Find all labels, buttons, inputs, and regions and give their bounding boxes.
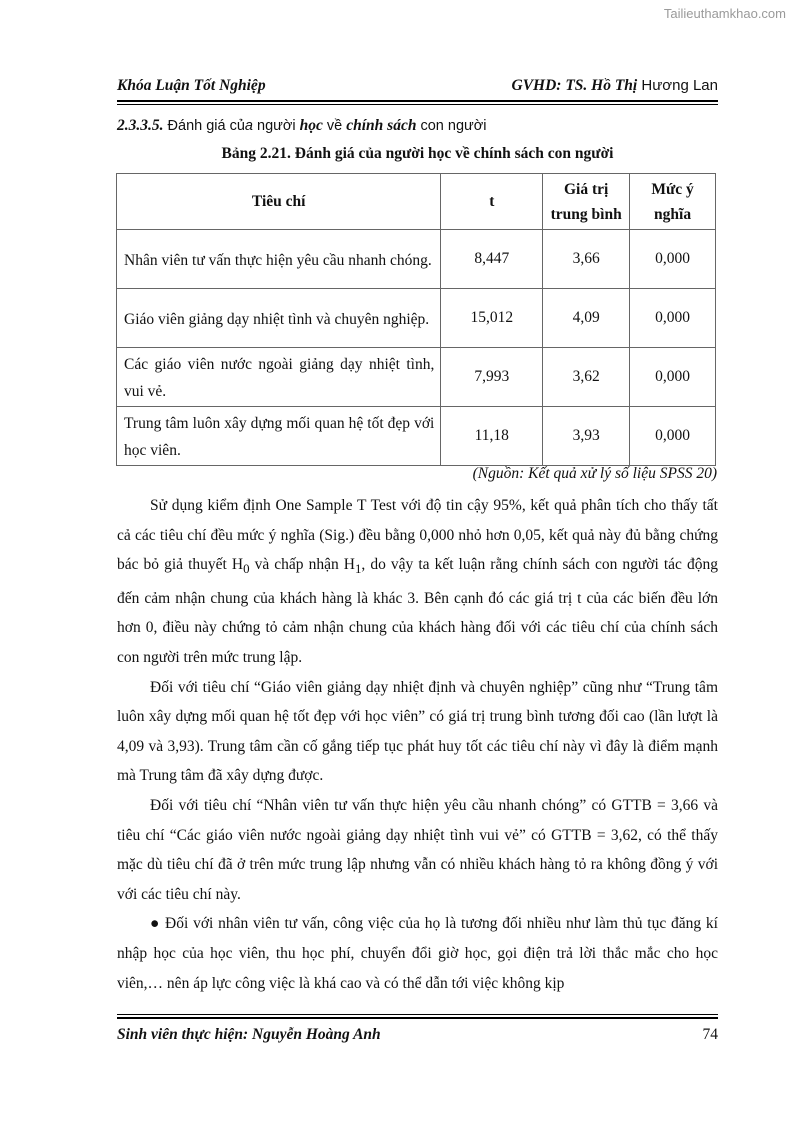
paragraph: Đối với tiêu chí “Giáo viên giảng dạy nhiệt định và chuyên nghiệp” cũng như “Trung tâm luôn xây dựng mối quan hệ tốt đẹp với học viên” có giá trị trung bình tương đối cao (lần lượt là 4,09 và 3,93). Trung tâm cần cố gắng tiếp tục phát huy tốt các tiêu chí này vì đây là điểm mạnh mà Trung tâm đã xây dựng được.: [117, 678, 718, 785]
cell-criteria: Giáo viên giảng dạy nhiệt tình và chuyên nghiệp.: [117, 289, 441, 348]
page-header: [117, 77, 718, 99]
paragraph-text: , do vậy ta kết luận rằng chính sách con người tác động đến cảm nhận chung của khách hàng là khác 3. Bên cạnh đó các giá trị t của các biến đều lớn hơn 0, điều này chứng tỏ cảm nhận chung của khách hàng đối với các tiêu chí của chính sách con người trên mức trung lập.: [117, 556, 718, 667]
cell-t: 8,447: [441, 230, 543, 289]
cell-criteria: Nhân viên tư vấn thực hiện yêu cầu nhanh chóng.: [117, 230, 441, 289]
table-source: (Nguồn: Kết quả xử lý số liệu SPSS 20): [472, 465, 717, 482]
table-row: [117, 348, 716, 407]
section-title-part: Đánh giá củ: [163, 118, 245, 134]
subscript: 0: [243, 561, 250, 577]
section-title-part: a: [244, 118, 253, 134]
paragraph-text: Sử dụng kiểm định One Sample T Test với độ tin cậy 95%, kết quả phân tích cho thấy tất cả các tiêu chí đều mức ý nghĩa (Sig.) đều bằng 0,000 nhỏ hơn 0,05, kết quả này đủ bằng chứng bác bỏ giả thuyết H: [117, 497, 718, 574]
header-advisor: [512, 77, 719, 95]
header-mean: [543, 174, 630, 230]
header-significance: [630, 174, 716, 230]
cell-criteria: Các giáo viên nước ngoài giảng dạy nhiệt tình, vui vẻ.: [117, 348, 441, 407]
footer-rule-thick: [117, 1017, 718, 1019]
header-thesis-title: Khóa Luận Tốt Nghiệp: [117, 77, 266, 94]
paragraph: ● Đối với nhân viên tư vấn, công việc của họ là tương đối nhiều như làm thủ tục đăng kí nhập học của học viên, thu học phí, chuyển đổi giờ học, gọi điện trả lời thắc mắc cho học viên,… nên áp lực công việc là khá cao và có thể dẫn tới việc không kịp: [117, 915, 718, 992]
cell-sig: 0,000: [630, 289, 716, 348]
paragraph: [117, 491, 718, 673]
header-mean-line2: trung bình: [550, 205, 622, 223]
cell-t: 15,012: [441, 289, 543, 348]
paragraph-text: và chấp nhận H: [249, 556, 355, 574]
section-title-part: về: [322, 118, 347, 134]
section-number: 2.3.3.5.: [117, 117, 164, 134]
table-header-row: [117, 174, 716, 230]
subscript: 1: [354, 561, 362, 577]
header-criteria: Tiêu chí: [117, 174, 441, 230]
evaluation-table: [116, 173, 716, 466]
paragraph: Đối với tiêu chí “Nhân viên tư vấn thực hiện yêu cầu nhanh chóng” có GTTB = 3,66 và tiêu chí “Các giáo viên nước ngoài giảng dạy nhiệt tình vui vẻ” có GTTB = 3,62, có thể thấy mặc dù tiêu chí đã ở trên mức trung lập nhưng vẫn có nhiều khách hàng tỏ ra không đồng ý với với các tiêu chí này.: [117, 797, 718, 903]
footer-rule-thin: [117, 1014, 718, 1015]
page-number: 74: [702, 1026, 718, 1043]
table-row: [117, 230, 716, 289]
cell-sig: 0,000: [630, 348, 716, 407]
section-title-part: học: [299, 117, 323, 134]
header-t: t: [441, 174, 543, 230]
header-advisor-bold: GVHD: TS. Hồ Thị: [511, 77, 638, 94]
cell-criteria: Trung tâm luôn xây dựng mối quan hệ tốt đẹp với học viên.: [117, 407, 441, 466]
section-title-part: con người: [416, 118, 487, 134]
cell-mean: 4,09: [543, 289, 630, 348]
cell-mean: 3,93: [543, 407, 630, 466]
header-sig-line1: Mức ý: [651, 180, 694, 198]
footer-student: Sinh viên thực hiện: Nguyễn Hoàng Anh: [117, 1026, 381, 1043]
cell-mean: 3,66: [543, 230, 630, 289]
cell-t: 11,18: [441, 407, 543, 466]
body-text: [117, 491, 718, 998]
header-sig-line2: nghĩa: [654, 205, 692, 223]
header-mean-line1: Giá trị: [563, 180, 609, 198]
header-rule-thin: [117, 104, 718, 105]
watermark: Tailieuthamkhao.com: [663, 6, 786, 21]
header-rule-thick: [117, 100, 718, 102]
section-title-part: chính sách: [346, 117, 417, 134]
header-advisor-name: Hương Lan: [637, 77, 718, 94]
cell-sig: 0,000: [630, 407, 716, 466]
table-caption: Bảng 2.21. Đánh giá của người học về chính sách con người: [221, 145, 614, 162]
cell-sig: 0,000: [630, 230, 716, 289]
section-heading: [117, 117, 486, 135]
section-title-part: người: [253, 118, 300, 134]
cell-mean: 3,62: [543, 348, 630, 407]
table-row: [117, 407, 716, 466]
cell-t: 7,993: [441, 348, 543, 407]
table-row: [117, 289, 716, 348]
